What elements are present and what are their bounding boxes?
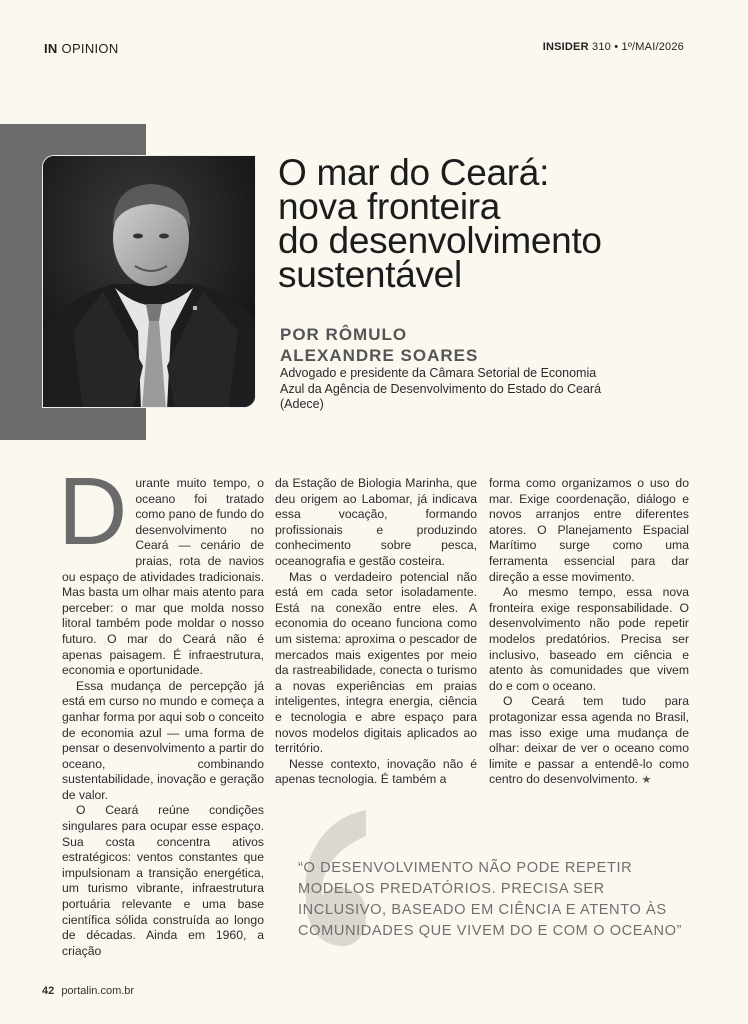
paragraph: Mas o verdadeiro potencial não está em cada setor isoladamente. Está na conexão entre eles. A economia do oceano funciona como um sistema: aproxima o pescador de mercados mais exigentes por meio da rastreabilidade, conecta o turismo a novas experiências em praias inteligentes, integra energia, ciência e tecnologia e abre espaço para novos modelos digitais aplicados ao território.: [275, 569, 477, 756]
title-line: do desenvolvimento: [278, 220, 602, 261]
author-byline: [280, 324, 478, 366]
page-number: 42: [42, 985, 55, 997]
paragraph: da Estação de Biologia Marinha, que deu origem ao Labomar, já indicava essa vocação, formando profissionais e produzindo conhecimento sobre pesca, oceanografia e gestão costeira.: [275, 476, 477, 568]
site-url: portalin.com.br: [61, 985, 135, 997]
paragraph: forma como organizamos o uso do mar. Exige coordenação, diálogo e novos arranjos entre diferentes atores. O Planejamento Espacial Marítimo surge como uma ferramenta essencial para dar direção a esse movimento.: [489, 476, 689, 584]
title-line: nova fronteira: [278, 186, 501, 227]
article-column-1: [58, 458, 264, 958]
section-label: [44, 41, 119, 56]
article-column-3: [489, 476, 689, 789]
author-bio: Advogado e presidente da Câmara Setorial de Economia Azul da Agência de Desenvolvimento do Estado do Ceará (Adece): [280, 366, 602, 411]
paragraph: Nesse contexto, inovação não é apenas tecnologia. É também a: [275, 756, 477, 787]
article-column-2: [275, 476, 477, 788]
pull-quote: “O DESENVOLVIMENTO NÃO PODE REPETIR MODELOS PREDATÓRIOS. PRECISA SER INCLUSIVO, BASEADO EM CIÊNCIA E ATENTO ÀS COMUNIDADES QUE VIVEM DO E COM O OCEANO”: [298, 860, 683, 939]
title-line: O mar do Ceará:: [278, 152, 550, 193]
drop-cap: D: [58, 458, 128, 565]
issue-info: [543, 41, 684, 53]
section-label-text: OPINION: [61, 41, 119, 56]
magazine-name: INSIDER: [542, 41, 589, 53]
paragraph: Essa mudança de percepção já está em curso no mundo e começa a ganhar forma por aqui sob o conceito de economia azul — uma forma de pensar o desenvolvimento a partir do oceano, combinando sustentabilidade, inovação e geração de valor.: [62, 678, 264, 802]
page-footer: [42, 985, 134, 997]
paragraph: Ao mesmo tempo, essa nova fronteira exige responsabilidade. O desenvolvimento não pode repetir modelos predatórios. Precisa ser inclusivo, baseado em ciência e atento às comunidades que vivem do e com o oceano.: [489, 585, 689, 693]
paragraph: [489, 694, 689, 789]
byline-line: ALEXANDRE SOARES: [280, 346, 479, 365]
paragraph: [58, 458, 264, 679]
author-photo: [42, 155, 256, 408]
section-label-bold: IN: [44, 41, 58, 56]
paragraph-text: urante muito tempo, o oceano foi tratado como pano de fundo do desenvolvimento no Ceará — cenário de praias, rota de navios ou espaço de atividades tradicionais. Mas basta um olhar mais atento para perceber: o mar que molda nosso litoral também pode moldar o nosso futuro. O mar do Ceará não é apenas paisagem. É infraestrutura, economia e oportunidade.: [62, 476, 264, 678]
paragraph: O Ceará reúne condições singulares para ocupar esse espaço. Sua costa concentra ativos estratégicos: ventos constantes que impulsionam a transição energética, um turismo vibrante, infraestrutura portuária relevante e uma base científica sólida construída ao longo de décadas. Ainda em 1960, a criação: [62, 803, 264, 958]
author-portrait-illustration: [43, 156, 256, 408]
end-mark-icon: ★: [641, 774, 652, 787]
article-title: [278, 152, 718, 295]
title-line: sustentável: [278, 254, 462, 295]
byline-line: POR RÔMULO: [280, 325, 408, 344]
issue-date: 310 • 1º/MAI/2026: [592, 41, 684, 53]
paragraph-text: O Ceará tem tudo para protagonizar essa agenda no Brasil, mas isso exige uma mudança de olhar: deixar de ver o oceano como limite e passar a entendê-lo como centro do desenvolvimento.: [489, 694, 689, 787]
